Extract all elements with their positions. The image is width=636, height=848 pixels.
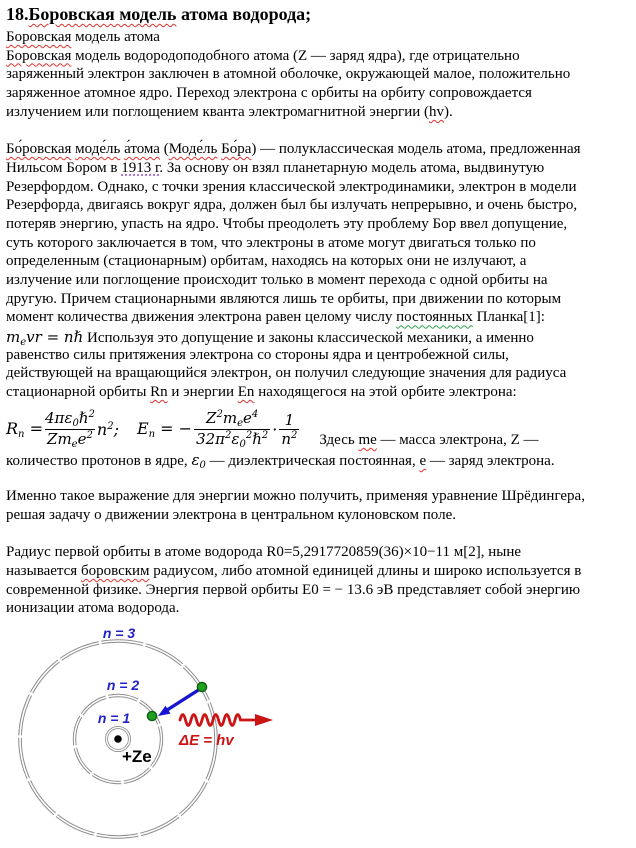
- text-run: ℏ: [78, 408, 89, 427]
- orbit-n2-label: n = 2: [106, 676, 140, 693]
- text-run: Именно такое выражение для энергии можно получить, применяя уравнение Шрёдингера,: [6, 488, 585, 505]
- text-run: 2: [225, 430, 232, 442]
- text-run: 1913 г: [121, 159, 160, 176]
- text-run: Бо́ра: [221, 141, 252, 158]
- text-run: ℏ: [73, 328, 84, 346]
- orbit-n3-label: n = 3: [102, 624, 136, 641]
- formula-rn-lhs: [6, 419, 43, 440]
- formula-en-denominator: [194, 429, 270, 451]
- text-run: E: [136, 419, 149, 439]
- text-run: а́тома: [124, 141, 160, 158]
- formula-en: [137, 409, 301, 451]
- text-line: [6, 544, 636, 563]
- text-run: — заряд электрона.: [426, 452, 555, 469]
- text-run: действующей на вращающийся электрон, он получил следующие значения для радиуса: [6, 365, 567, 382]
- text-run: радиусом, либо атомной единицей длины и широко используется в: [149, 562, 582, 579]
- text-line: [6, 216, 636, 235]
- text-run: современной физике. Энергия первой орбиты E0 = − 13.6 эВ представляет собой энергию: [6, 581, 581, 598]
- text-run: другую. Причем стационарными являются лишь те орбиты, при движении по которым: [6, 290, 562, 307]
- text-run: 0: [199, 459, 206, 471]
- text-run: — масса электрона, Z —: [376, 431, 539, 448]
- formula-en-lhs: [137, 419, 192, 440]
- text-line: [6, 85, 636, 104]
- text-run: е: [419, 452, 427, 469]
- text-run: атома водорода;: [176, 4, 312, 24]
- nucleus-dot: [114, 735, 122, 743]
- text-run: 2: [107, 421, 114, 433]
- text-run: и энергии: [167, 384, 238, 401]
- text-run: 2: [245, 430, 253, 442]
- formula-en-numerator2: [285, 412, 295, 429]
- text-run: постоянных: [396, 309, 473, 326]
- text-run: n: [148, 429, 156, 441]
- formula-rn: [6, 409, 119, 451]
- text-run: ε: [231, 430, 240, 449]
- text-run: момент количества движения электрона равен целому числу: [6, 309, 397, 326]
- formula-rn-numerator: [45, 409, 95, 430]
- text-run: Моде́ль: [168, 141, 218, 158]
- text-line: [6, 104, 636, 123]
- bohr-model-diagram: [14, 625, 636, 848]
- text-line: [6, 600, 636, 619]
- text-line: [6, 197, 636, 216]
- formula-en-dot: [272, 420, 277, 439]
- text-run: Нильсом Бором в: [6, 159, 122, 176]
- text-run: излучением или поглощением кванта электромагнитной энергии (: [6, 103, 429, 120]
- electron-dot-n2: [147, 711, 156, 720]
- text-run: 4πε: [45, 408, 73, 427]
- text-run: me: [358, 431, 377, 448]
- text-line: [6, 179, 636, 198]
- text-run: . За основу он взял планетарную модель атома, выдвинутую: [159, 159, 545, 176]
- text-run: e: [77, 430, 87, 449]
- text-block-top: [6, 4, 636, 403]
- text-block-bottom: [6, 451, 636, 619]
- text-run: Боровская: [6, 47, 72, 64]
- text-run: 2: [88, 408, 95, 420]
- text-line: [6, 582, 636, 601]
- text-line: [6, 563, 636, 582]
- text-run: n: [96, 420, 108, 440]
- formula-en-numerator: [206, 409, 258, 430]
- text-run: заряженный электрон заключен в атомной оболочке, окружающей малое, положительно: [6, 66, 571, 83]
- text-line: [6, 272, 636, 291]
- text-run: решая задачу о движении электрона в центральном кулоновском поле.: [6, 506, 456, 523]
- text-line: [6, 384, 636, 403]
- text-line: [6, 253, 636, 272]
- text-run: = −: [155, 419, 193, 439]
- text-line: [6, 29, 636, 48]
- text-line: [6, 160, 636, 179]
- formula-en-fraction2: [279, 412, 299, 449]
- text-line: [6, 309, 636, 328]
- text-run: Здесь: [319, 431, 359, 448]
- text-run: En: [237, 384, 255, 401]
- text-run: находящегося на этой орбите электрона:: [254, 384, 517, 401]
- text-run: 18.: [6, 4, 29, 24]
- formula-rn-fraction: [45, 409, 95, 451]
- photon-wave-icon: [180, 714, 273, 726]
- formula-rn-denominator: [45, 429, 95, 451]
- text-run: n: [281, 429, 292, 448]
- text-run: равенство силы притяжения электрона со стороны ядра и центробежной силы,: [6, 346, 509, 363]
- text-run: 1: [284, 410, 295, 429]
- text-run: ) — полуклассическая модель атома, предложенная: [251, 141, 581, 158]
- text-run: Планка[1]:: [472, 309, 545, 326]
- blank-line: [6, 469, 636, 488]
- text-run: боровским: [80, 562, 150, 579]
- text-run: 0: [239, 439, 246, 451]
- text-run: m: [6, 328, 21, 346]
- text-run: Боровская модель: [28, 4, 177, 24]
- text-run: излучение или поглощение происходит только в момент перехода с одной орбиты на: [6, 271, 548, 288]
- text-run: =: [24, 419, 43, 439]
- text-run: m: [222, 408, 238, 427]
- text-line: [6, 365, 636, 384]
- text-line: [6, 235, 636, 254]
- text-line: [6, 291, 636, 310]
- text-run: 0: [72, 417, 79, 429]
- text-run: Бо́ровская: [6, 141, 72, 158]
- text-run: R: [6, 419, 19, 439]
- formula-trailing-text: [319, 432, 538, 451]
- text-run: Радиус первой орбиты в атоме водорода R0=5,2917720859(36)×10−11 м[2], ныне: [6, 544, 522, 561]
- text-run: Резерфорда, двигаясь вокруг ядра, должен был бы излучать непрерывно, и очень быстро,: [6, 197, 578, 214]
- text-run: ;: [113, 420, 119, 440]
- text-run: ионизации атома водорода.: [6, 600, 180, 617]
- text-run: 2: [216, 408, 223, 420]
- blank-line: [6, 526, 636, 545]
- nucleus-label: +Ze: [122, 746, 152, 766]
- text-run: модель атома: [71, 29, 160, 45]
- text-run: количество протонов в ядре,: [6, 452, 192, 469]
- orbit-n1-label: n = 1: [97, 709, 131, 726]
- formula-en-denominator2: [279, 429, 299, 448]
- text-run: Используя это допущение и законы классической механики, а именно: [83, 330, 534, 346]
- text-run: определенным (стационарным) орбитам, находясь на которых они не излучают, а: [6, 253, 527, 270]
- text-run: hv: [429, 103, 444, 120]
- text-run: модель водородоподобного атома (Z — заряд ядра), где отрицательно: [71, 47, 520, 64]
- text-run: e: [20, 337, 27, 348]
- text-line: [6, 141, 636, 160]
- text-run: e: [71, 439, 78, 451]
- text-run: потеряв энергию, упасть на ядро. Чтобы преодолеть эту проблему Бор ввел допущение,: [6, 215, 568, 232]
- formula-rn-tail: [97, 420, 119, 439]
- text-run: 4: [251, 408, 259, 420]
- text-run: e: [237, 417, 244, 429]
- text-line: [6, 451, 636, 470]
- text-run: vr = n: [26, 328, 74, 346]
- bohr-model-svg: [14, 625, 324, 843]
- text-run: стационарной орбиты: [6, 384, 151, 401]
- text-run: суть которого заключается в том, что электроны в атоме могут двигаться только по: [6, 234, 536, 251]
- blank-line: [6, 122, 636, 141]
- text-run: e: [243, 408, 252, 427]
- text-line: [6, 48, 636, 67]
- formula-row: [6, 405, 636, 451]
- photon-energy-label: ΔE = hv: [179, 731, 234, 749]
- text-run: — диэлектрическая постоянная,: [205, 452, 420, 469]
- text-run: 2: [261, 430, 269, 442]
- text-run: 2: [86, 430, 93, 442]
- text-run: Боровская: [6, 29, 72, 45]
- text-run: заряженное атомное ядро. Переход электрона с орбиты на орбиту сопровождается: [6, 85, 532, 102]
- text-run: называется: [6, 562, 81, 579]
- text-run: ε: [191, 450, 200, 469]
- formula-en-fraction: [194, 409, 270, 451]
- text-line: [6, 328, 636, 347]
- text-run: Резерфордом. Однако, с точки зрения классической электродинамики, электрон в модели: [6, 178, 577, 195]
- text-run: ).: [444, 103, 453, 120]
- text-line: [6, 347, 636, 366]
- text-run: (: [159, 141, 169, 158]
- text-run: Rn: [150, 384, 168, 401]
- electron-dot-n3: [197, 682, 206, 691]
- text-line: [6, 66, 636, 85]
- text-line: [6, 507, 636, 526]
- text-run: n: [18, 429, 25, 441]
- text-run: 2: [291, 429, 298, 441]
- text-run: ℏ: [252, 430, 262, 449]
- text-run: ·: [272, 420, 278, 440]
- text-run: Zm: [47, 430, 72, 449]
- page-title: [6, 4, 636, 28]
- text-run: 32π: [196, 430, 226, 449]
- text-line: [6, 488, 636, 507]
- text-run: Z: [206, 408, 217, 427]
- text-run: моде́ль: [75, 141, 121, 158]
- transition-arrow-icon: [158, 689, 200, 716]
